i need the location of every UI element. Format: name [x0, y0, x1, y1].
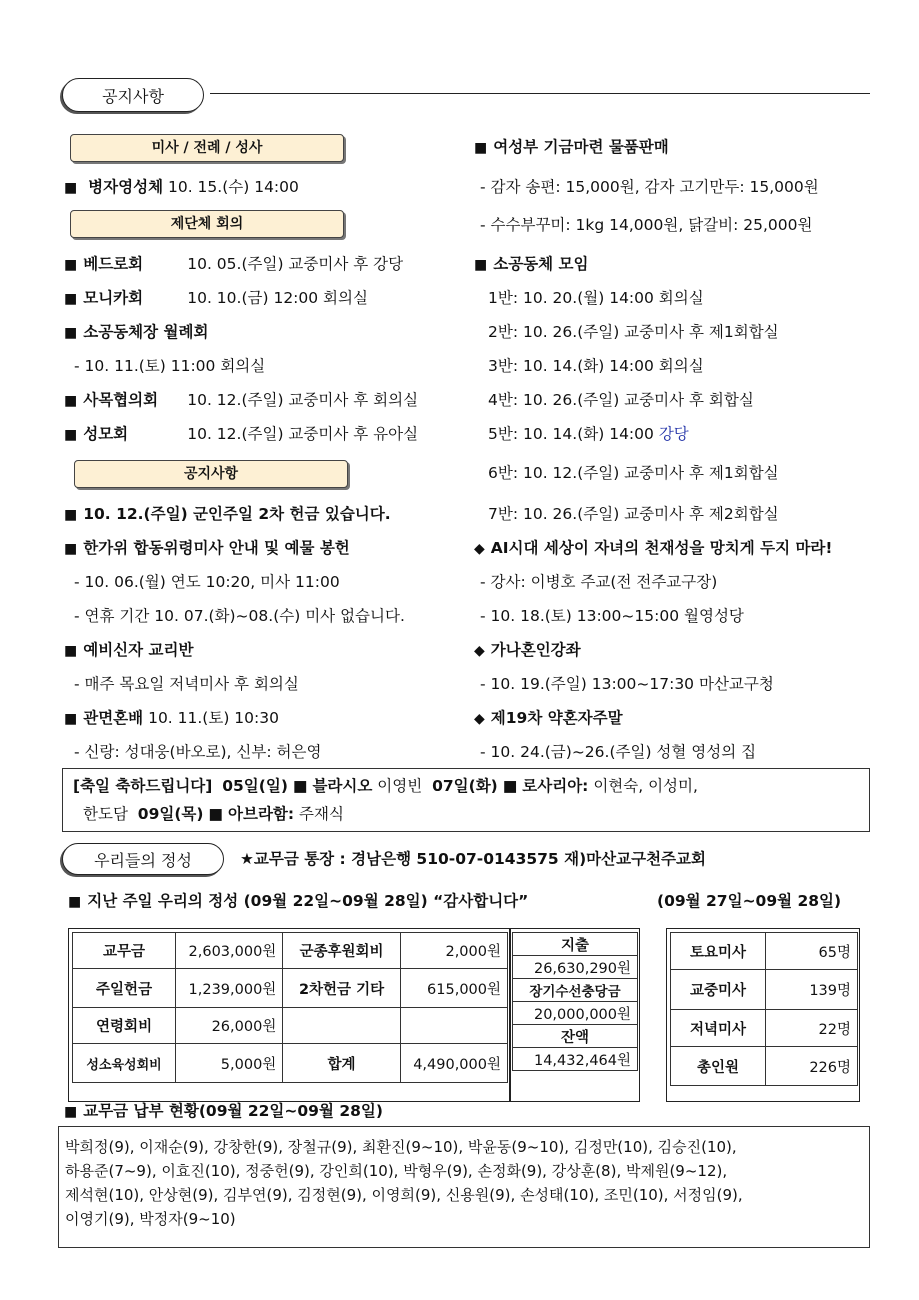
meeting-2: ■ 모니카회 10. 10.(금) 12:00 회의실: [64, 288, 368, 309]
event-1-line-1: - 강사: 이병호 주교(전 전주교구장): [480, 573, 718, 591]
offering-table: [72, 932, 508, 1083]
table-row: 교무금 2,603,000원 군종후원회비 2,000원: [73, 933, 508, 969]
group-5: 5반: 10. 14.(화) 14:00 강당: [488, 425, 689, 443]
notice-3: - 10. 06.(월) 연도 10:20, 미사 11:00: [74, 573, 340, 591]
group-4: 4반: 10. 26.(주일) 교중미사 후 회합실: [488, 391, 754, 409]
offering-title: 우리들의 정성: [62, 843, 224, 875]
event-2-line-1: - 10. 19.(주일) 13:00~17:30 마산교구청: [480, 675, 774, 693]
table-row: 지출: [513, 933, 638, 956]
meeting-1: ■ 베드로회 10. 05.(주일) 교중미사 후 강당: [64, 254, 403, 275]
table-row: 연령회비 26,000원: [73, 1008, 508, 1044]
table-row: 교중미사 139명: [671, 970, 858, 1010]
event-3-line-1: - 10. 24.(금)~26.(주일) 성혈 영성의 집: [480, 743, 757, 761]
group-7: 7반: 10. 26.(주일) 교중미사 후 제2회합실: [488, 505, 779, 523]
box-mass: 미사 / 전례 / 성사: [70, 134, 344, 162]
table-row: 20,000,000원: [513, 1002, 638, 1025]
table-row: 총인원 226명: [671, 1047, 858, 1086]
dues-title: ■ 교무금 납부 현황(09월 22일~09월 28일): [64, 1101, 383, 1122]
feast-day-box: [62, 768, 870, 832]
donor-line: 박희정(9), 이재순(9), 강창한(9), 장철규(9), 최환진(9~10), 박윤동(9~10), 김정만(10), 김승진(10),: [65, 1138, 737, 1156]
donor-line: 하용준(7~9), 이효진(10), 정중헌(9), 강인희(10), 박형우(9), 손정화(9), 강상훈(8), 박제원(9~12),: [65, 1162, 728, 1180]
table-row: 토요미사 65명: [671, 933, 858, 970]
attendance-period: (09월 27일~09월 28일): [657, 892, 842, 910]
notice-7: ■ 관면혼배 10. 11.(토) 10:30: [64, 708, 279, 729]
notice-8: - 신랑: 성대웅(바오로), 신부: 허은영: [74, 743, 322, 761]
event-3-title: ◆ 제19차 약혼자주말: [474, 708, 623, 729]
notice-6: - 매주 목요일 저녁미사 후 회의실: [74, 675, 299, 693]
table-row: 주일헌금 1,239,000원 2차헌금 기타 615,000원: [73, 969, 508, 1008]
donor-line: 제석현(10), 안상현(9), 김부연(9), 김정현(9), 이영희(9), 신용원(9), 손성태(10), 조민(10), 서정임(9),: [65, 1186, 743, 1204]
sale-line-1: - 감자 송편: 15,000원, 감자 고기만두: 15,000원: [480, 178, 819, 196]
event-2-title: ◆ 가나혼인강좌: [474, 640, 581, 661]
group-1: 1반: 10. 20.(월) 14:00 회의실: [488, 289, 704, 307]
notice-1: ■ 10. 12.(주일) 군인주일 2차 헌금 있습니다.: [64, 504, 391, 525]
feast-line-1: [축일 축하드립니다] 05일(일) ■ 블라시오 이영빈 07일(화) ■ 로사리아: 이현숙, 이성미,: [73, 777, 698, 795]
table-row: 장기수선충당금: [513, 979, 638, 1002]
box-notice: 공지사항: [74, 460, 348, 488]
group-6: 6반: 10. 12.(주일) 교중미사 후 제1회합실: [488, 464, 779, 482]
notice-4: - 연휴 기간 10. 07.(화)~08.(수) 미사 없습니다.: [74, 607, 405, 625]
meeting-3-detail: - 10. 11.(토) 11:00 회의실: [74, 357, 266, 375]
table-row: 14,432,464원: [513, 1048, 638, 1071]
notice-2: ■ 한가위 합동위령미사 안내 및 예물 봉헌: [64, 538, 350, 559]
meeting-3: ■ 소공동체장 월례회: [64, 322, 208, 343]
event-1-line-2: - 10. 18.(토) 13:00~15:00 월영성당: [480, 607, 744, 625]
table-row: 성소육성회비 5,000원 합계 4,490,000원: [73, 1044, 508, 1083]
feast-line-2: 한도담 09일(목) ■ 아브라함: 주재식: [83, 805, 344, 823]
sick-communion: ■ 병자영성체 10. 15.(수) 14:00: [64, 177, 299, 198]
notice-5: ■ 예비신자 교리반: [64, 640, 193, 661]
box-groups: 제단체 회의: [70, 210, 344, 238]
donor-list: [58, 1126, 870, 1248]
event-1-title: ◆ AI시대 세상이 자녀의 천재성을 망치게 두지 마라!: [474, 538, 832, 559]
donor-line: 이영기(9), 박정자(9~10): [65, 1210, 236, 1228]
table-row: 26,630,290원: [513, 956, 638, 979]
table-row: 저녁미사 22명: [671, 1010, 858, 1047]
sale-line-2: - 수수부꾸미: 1kg 14,000원, 닭갈비: 25,000원: [480, 216, 813, 234]
attendance-table: [670, 932, 858, 1086]
group-3: 3반: 10. 14.(화) 14:00 회의실: [488, 357, 704, 375]
week-offering-title: ■ 지난 주일 우리의 정성 (09월 22일~09월 28일) “감사합니다”: [68, 891, 528, 912]
meeting-4: ■ 사목협의회 10. 12.(주일) 교중미사 후 회의실: [64, 390, 418, 411]
sale-title: ■ 여성부 기금마련 물품판매: [474, 137, 669, 158]
header-rule: [210, 93, 870, 94]
account-info: ★교무금 통장 : 경남은행 510-07-0143575 재)마산교구천주교회: [240, 850, 706, 868]
expense-table: [512, 932, 638, 1071]
group-2: 2반: 10. 26.(주일) 교중미사 후 제1회합실: [488, 323, 779, 341]
table-row: 잔액: [513, 1025, 638, 1048]
community-title: ■ 소공동체 모임: [474, 254, 588, 275]
meeting-5: ■ 성모회 10. 12.(주일) 교중미사 후 유아실: [64, 424, 418, 445]
header-title: 공지사항: [62, 78, 204, 112]
